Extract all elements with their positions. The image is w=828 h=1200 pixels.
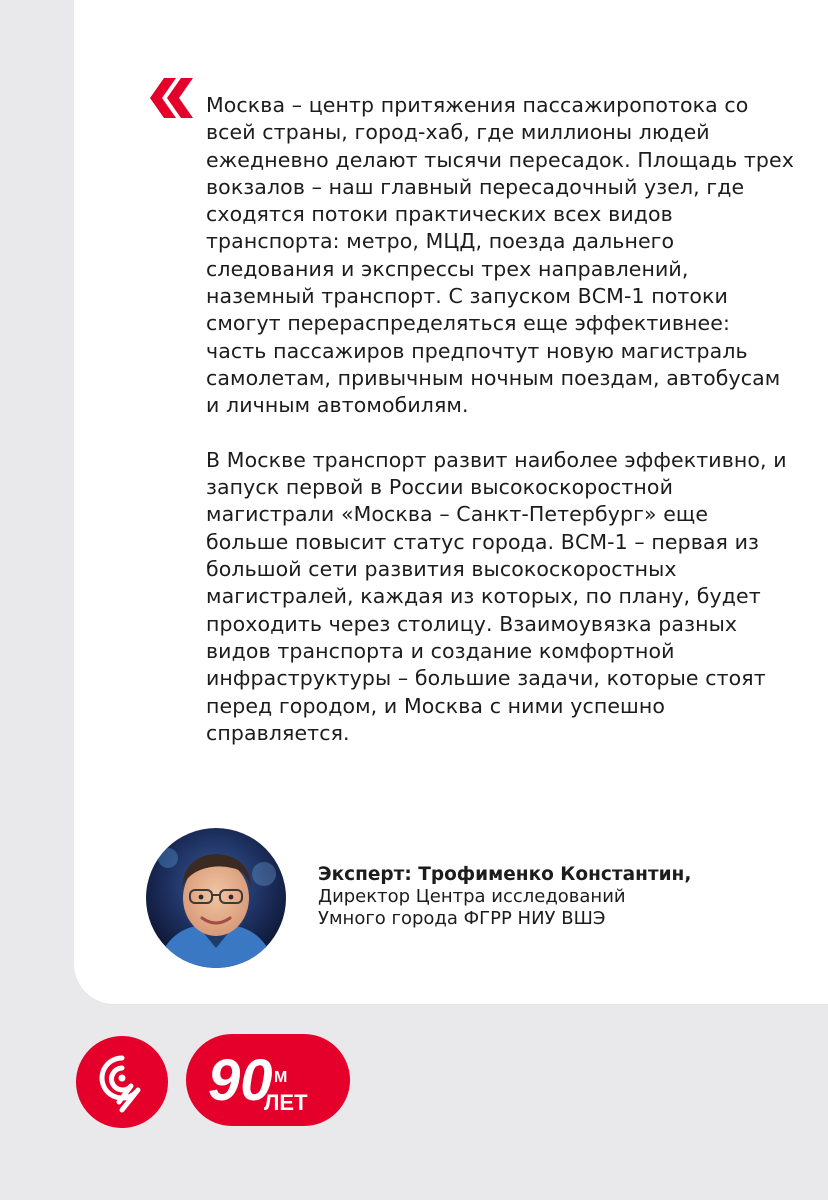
open-quote-icon — [148, 78, 194, 118]
expert-position-line-1: Директор Центра исследований — [318, 886, 626, 907]
anniversary-word: ЛЕТ — [264, 1090, 308, 1115]
quote-text — [206, 92, 796, 747]
moscow-24-logo-icon — [76, 1036, 168, 1128]
quote-paragraph-2: В Москве транспорт развит наиболее эффективно, и запуск первой в России высокоскоростной магистрали «Москва – Санкт-Петербург» еще больше повысит статус города. ВСМ-1 – первая из большой сети развития высокоскоростных магистралей, каждая из которых, по плану, будет проходить через столицу. Взаимоувязка разных видов транспорта и создание комфортной инфраструктуры – большие задачи, которые стоят перед городом, и Москва с ними успешно справляется. — [206, 447, 787, 745]
expert-avatar — [146, 828, 286, 968]
expert-position-line-2: Умного города ФГРР НИУ ВШЭ — [318, 908, 606, 929]
expert-info — [318, 864, 691, 930]
expert-portrait-image — [146, 828, 286, 968]
metro-letter: М — [274, 1069, 288, 1086]
expert-name: Эксперт: Трофименко Константин, — [318, 864, 692, 885]
quote-paragraph-1: Москва – центр притяжения пассажиропотока со всей страны, город-хаб, где миллионы людей ежедневно делают тысячи пересадок. Площадь трех вокзалов – наш главный пересадочный узел, где сходятся потоки практических всех видов транспорта: метро, МЦД, поезда дальнего следования и экспрессы трех направлений, наземный транспорт. С запуском ВСМ-1 потоки смогут перераспределяться еще эффективнее: часть пассажиров предпочтут новую магистраль самолетам, привычным ночным поездам, автобусам и личным автомобилям. — [206, 93, 794, 418]
metro-90-years-logo-icon — [186, 1034, 350, 1126]
anniversary-number: 90 — [208, 1048, 273, 1113]
